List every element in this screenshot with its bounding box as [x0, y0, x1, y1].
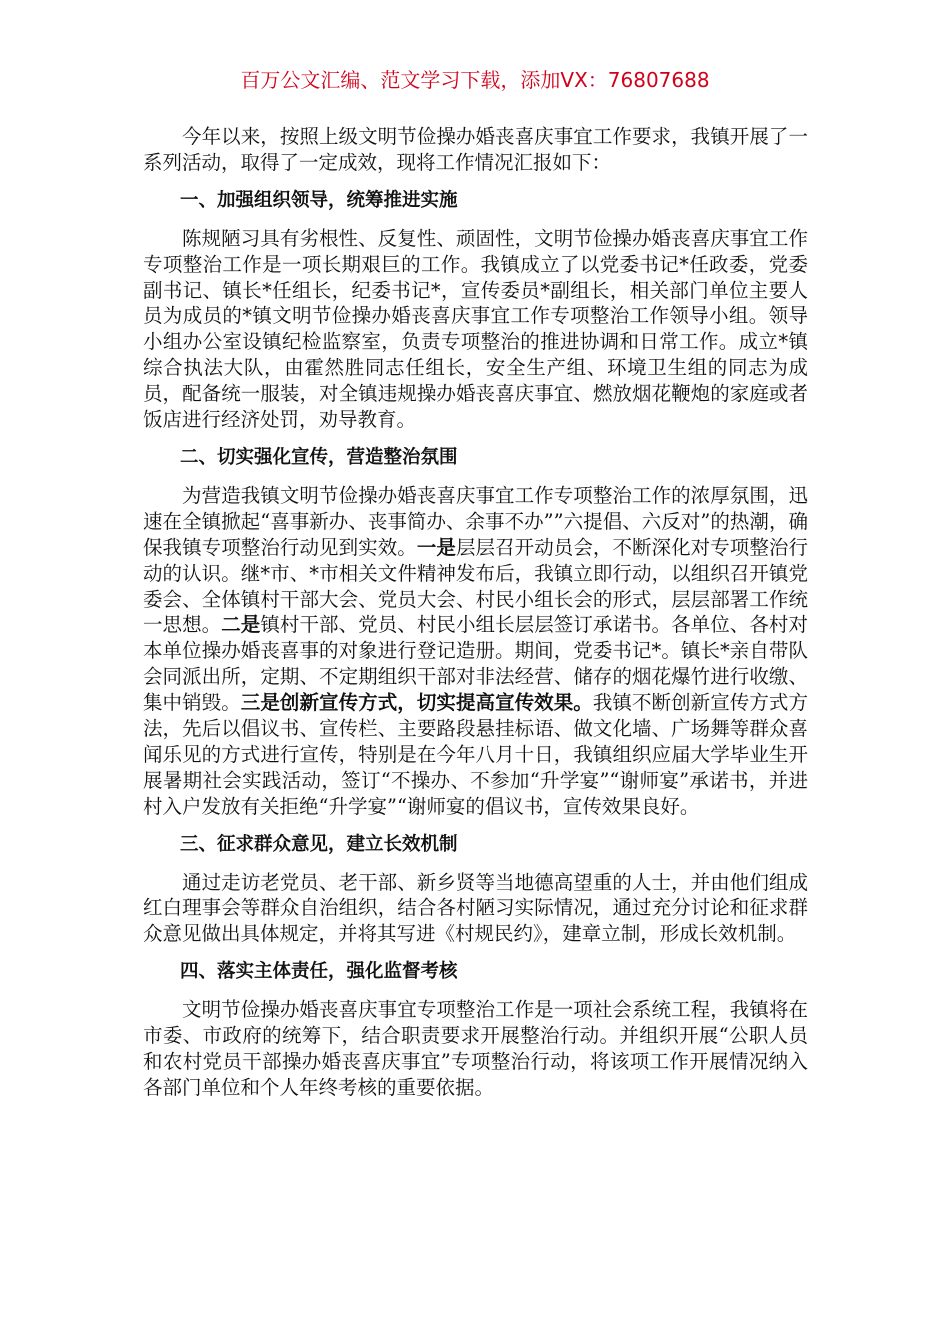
section-2-bold-1: 一是	[416, 535, 456, 559]
section-2-paragraph	[143, 483, 808, 820]
section-2-bold-2: 二是	[221, 613, 261, 637]
section-2-text-b: 层层召开动员会，不断深化对专项整治行动的认识。继*市、*市相关文件精神发布后，我镇立即行动，以组织召开镇党委会、全体镇村干部大会、党员大会、村民小组长会的形式，层层部署工作统一思想。	[143, 535, 808, 637]
section-3-paragraph: 通过走访老党员、老干部、新乡贤等当地德高望重的人士，并由他们组成红白理事会等群众自治组织，结合各村陋习实际情况，通过充分讨论和征求群众意见做出具体规定，并将其写进《村规民约》，建章立制，形成长效机制。	[143, 870, 808, 946]
section-heading-3: 三、征求群众意见，建立长效机制	[180, 833, 458, 855]
section-2-text-d: 我镇不断创新宣传方式方法，先后以倡议书、宣传栏、主要路段悬挂标语、做文化墙、广场舞等群众喜闻乐见的方式进行宣传，特别是在今年八月十日，我镇组织应届大学毕业生开展暑期社会实践活动，签订“不操办、不参加“升学宴”“谢师宴”承诺书，并进村入户发放有关拒绝“升学宴”“谢师宴的倡议书，宣传效果良好。	[143, 691, 808, 818]
section-heading-2: 二、切实强化宣传，营造整治氛围	[180, 446, 458, 468]
section-4-paragraph: 文明节俭操办婚丧喜庆事宜专项整治工作是一项社会系统工程，我镇将在市委、市政府的统筹下，结合职责要求开展整治行动。并组织开展“公职人员和农村党员干部操办婚丧喜庆事宜”专项整治行动，将该项工作开展情况纳入各部门单位和个人年终考核的重要依据。	[143, 998, 808, 1099]
section-1-paragraph: 陈规陋习具有劣根性、反复性、顽固性，文明节俭操办婚丧喜庆事宜工作专项整治工作是一项长期艰巨的工作。我镇成立了以党委书记*任政委，党委副书记、镇长*任组长，纪委书记*，宣传委员*副组长，相关部门单位主要人员为成员的*镇文明节俭操办婚丧喜庆事宜工作专项整治工作领导小组。领导小组办公室设镇纪检监察室，负责专项整治的推进协调和日常工作。成立*镇综合执法大队，由霍然胜同志任组长，安全生产组、环境卫生组的同志为成员，配备统一服装，对全镇违规操办婚丧喜庆事宜、燃放烟花鞭炮的家庭或者饭店进行经济处罚，劝导教育。	[143, 226, 808, 432]
intro-paragraph: 今年以来，按照上级文明节俭操办婚丧喜庆事宜工作要求，我镇开展了一系列活动，取得了一定成效，现将工作情况汇报如下：	[143, 125, 808, 174]
section-heading-4: 四、落实主体责任，强化监督考核	[180, 961, 458, 983]
section-2-bold-3: 三是创新宣传方式，切实提高宣传效果。	[240, 691, 593, 715]
section-2-text-c: 镇村干部、党员、村民小组长层层签订承诺书。各单位、各村对本单位操办婚丧喜事的对象进行登记造册。期间，党委书记*。镇长*亲自带队会同派出所，定期、不定期组织干部对非法经营、储存的烟花爆竹进行收缴、集中销毁。	[143, 613, 808, 715]
section-heading-1: 一、加强组织领导，统筹推进实施	[180, 189, 458, 211]
report-body	[143, 124, 808, 1113]
section-2-text-a: 为营造我镇文明节俭操办婚丧喜庆事宜工作专项整治工作的浓厚氛围，迅速在全镇掀起“喜事新办、丧事简办、余事不办””六提倡、六反对”的热潮，确保我镇专项整治行动见到实效。	[143, 483, 808, 559]
watermark-banner: 百万公文汇编、范文学习下载，添加VX：76807688	[240, 68, 710, 92]
